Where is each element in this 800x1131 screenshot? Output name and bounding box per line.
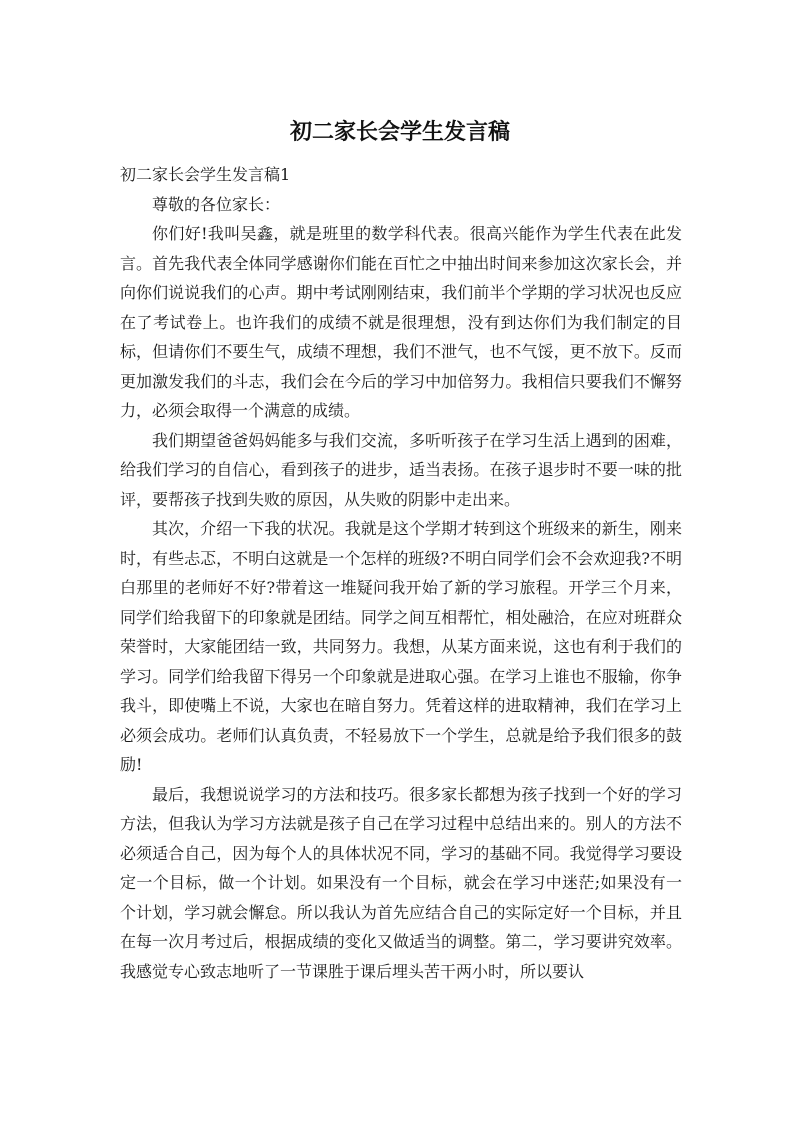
document-subtitle: 初二家长会学生发言稿1 (120, 165, 291, 184)
paragraph-3: 其次，介绍一下我的状况。我就是这个学期才转到这个班级来的新生，刚来时，有些忐忑，不明白这就是一个怎样的班级?不明白同学们会不会欢迎我?不明白那里的老师好不好?带着这一堆疑问我开始了新的学习旅程。开学三个月来，同学们给我留下的印象就是团结。同学之间互相帮忙，相处融洽，在应对班群众荣誉时，大家能团结一致，共同努力。我想，从某方面来说，这也有利于我们的学习。同学们给我留下得另一个印象就是进取心强。在学习上谁也不服输，你争我斗，即使嘴上不说，大家也在暗自努力。凭着这样的进取精神，我们在学习上必须会成功。老师们认真负责，不轻易放下一个学生，总就是给予我们很多的鼓励! (120, 519, 682, 774)
paragraph-2: 我们期望爸爸妈妈能多与我们交流，多听听孩子在学习生活上遇到的困难，给我们学习的自信心，看到孩子的进步，适当表扬。在孩子退步时不要一味的批评，要帮孩子找到失败的原因，从失败的阴影中走出来。 (120, 430, 682, 509)
document-title: 初二家长会学生发言稿 (289, 120, 510, 145)
greeting-line: 尊敬的各位家长： (152, 194, 281, 214)
document-body (120, 160, 682, 986)
paragraph-1: 你们好!我叫吴鑫，就是班里的数学科代表。很高兴能作为学生代表在此发言。首先我代表全体同学感谢你们能在百忙之中抽出时间来参加这次家长会，并向你们说说我们的心声。期中考试刚刚结束，我们前半个学期的学习状况也反应在了考试卷上。也许我们的成绩不就是很理想，没有到达你们为我们制定的目标，但请你们不要生气，成绩不理想，我们不泄气，也不气馁，更不放下。反而更加激发我们的斗志，我们会在今后的学习中加倍努力。我相信只要我们不懈努力，必须会取得一个满意的成绩。 (120, 224, 682, 420)
paragraph-4: 最后，我想说说学习的方法和技巧。很多家长都想为孩子找到一个好的学习方法，但我认为学习方法就是孩子自己在学习过程中总结出来的。别人的方法不必须适合自己，因为每个人的具体状况不同，学习的基础不同。我觉得学习要设定一个目标，做一个计划。如果没有一个目标，就会在学习中迷茫;如果没有一个计划，学习就会懈怠。所以我认为首先应结合自己的实际定好一个目标，并且在每一次月考过后，根据成绩的变化又做适当的调整。第二，学习要讲究效率。我感觉专心致志地听了一节课胜于课后埋头苦干两小时，所以要认 (120, 784, 682, 981)
